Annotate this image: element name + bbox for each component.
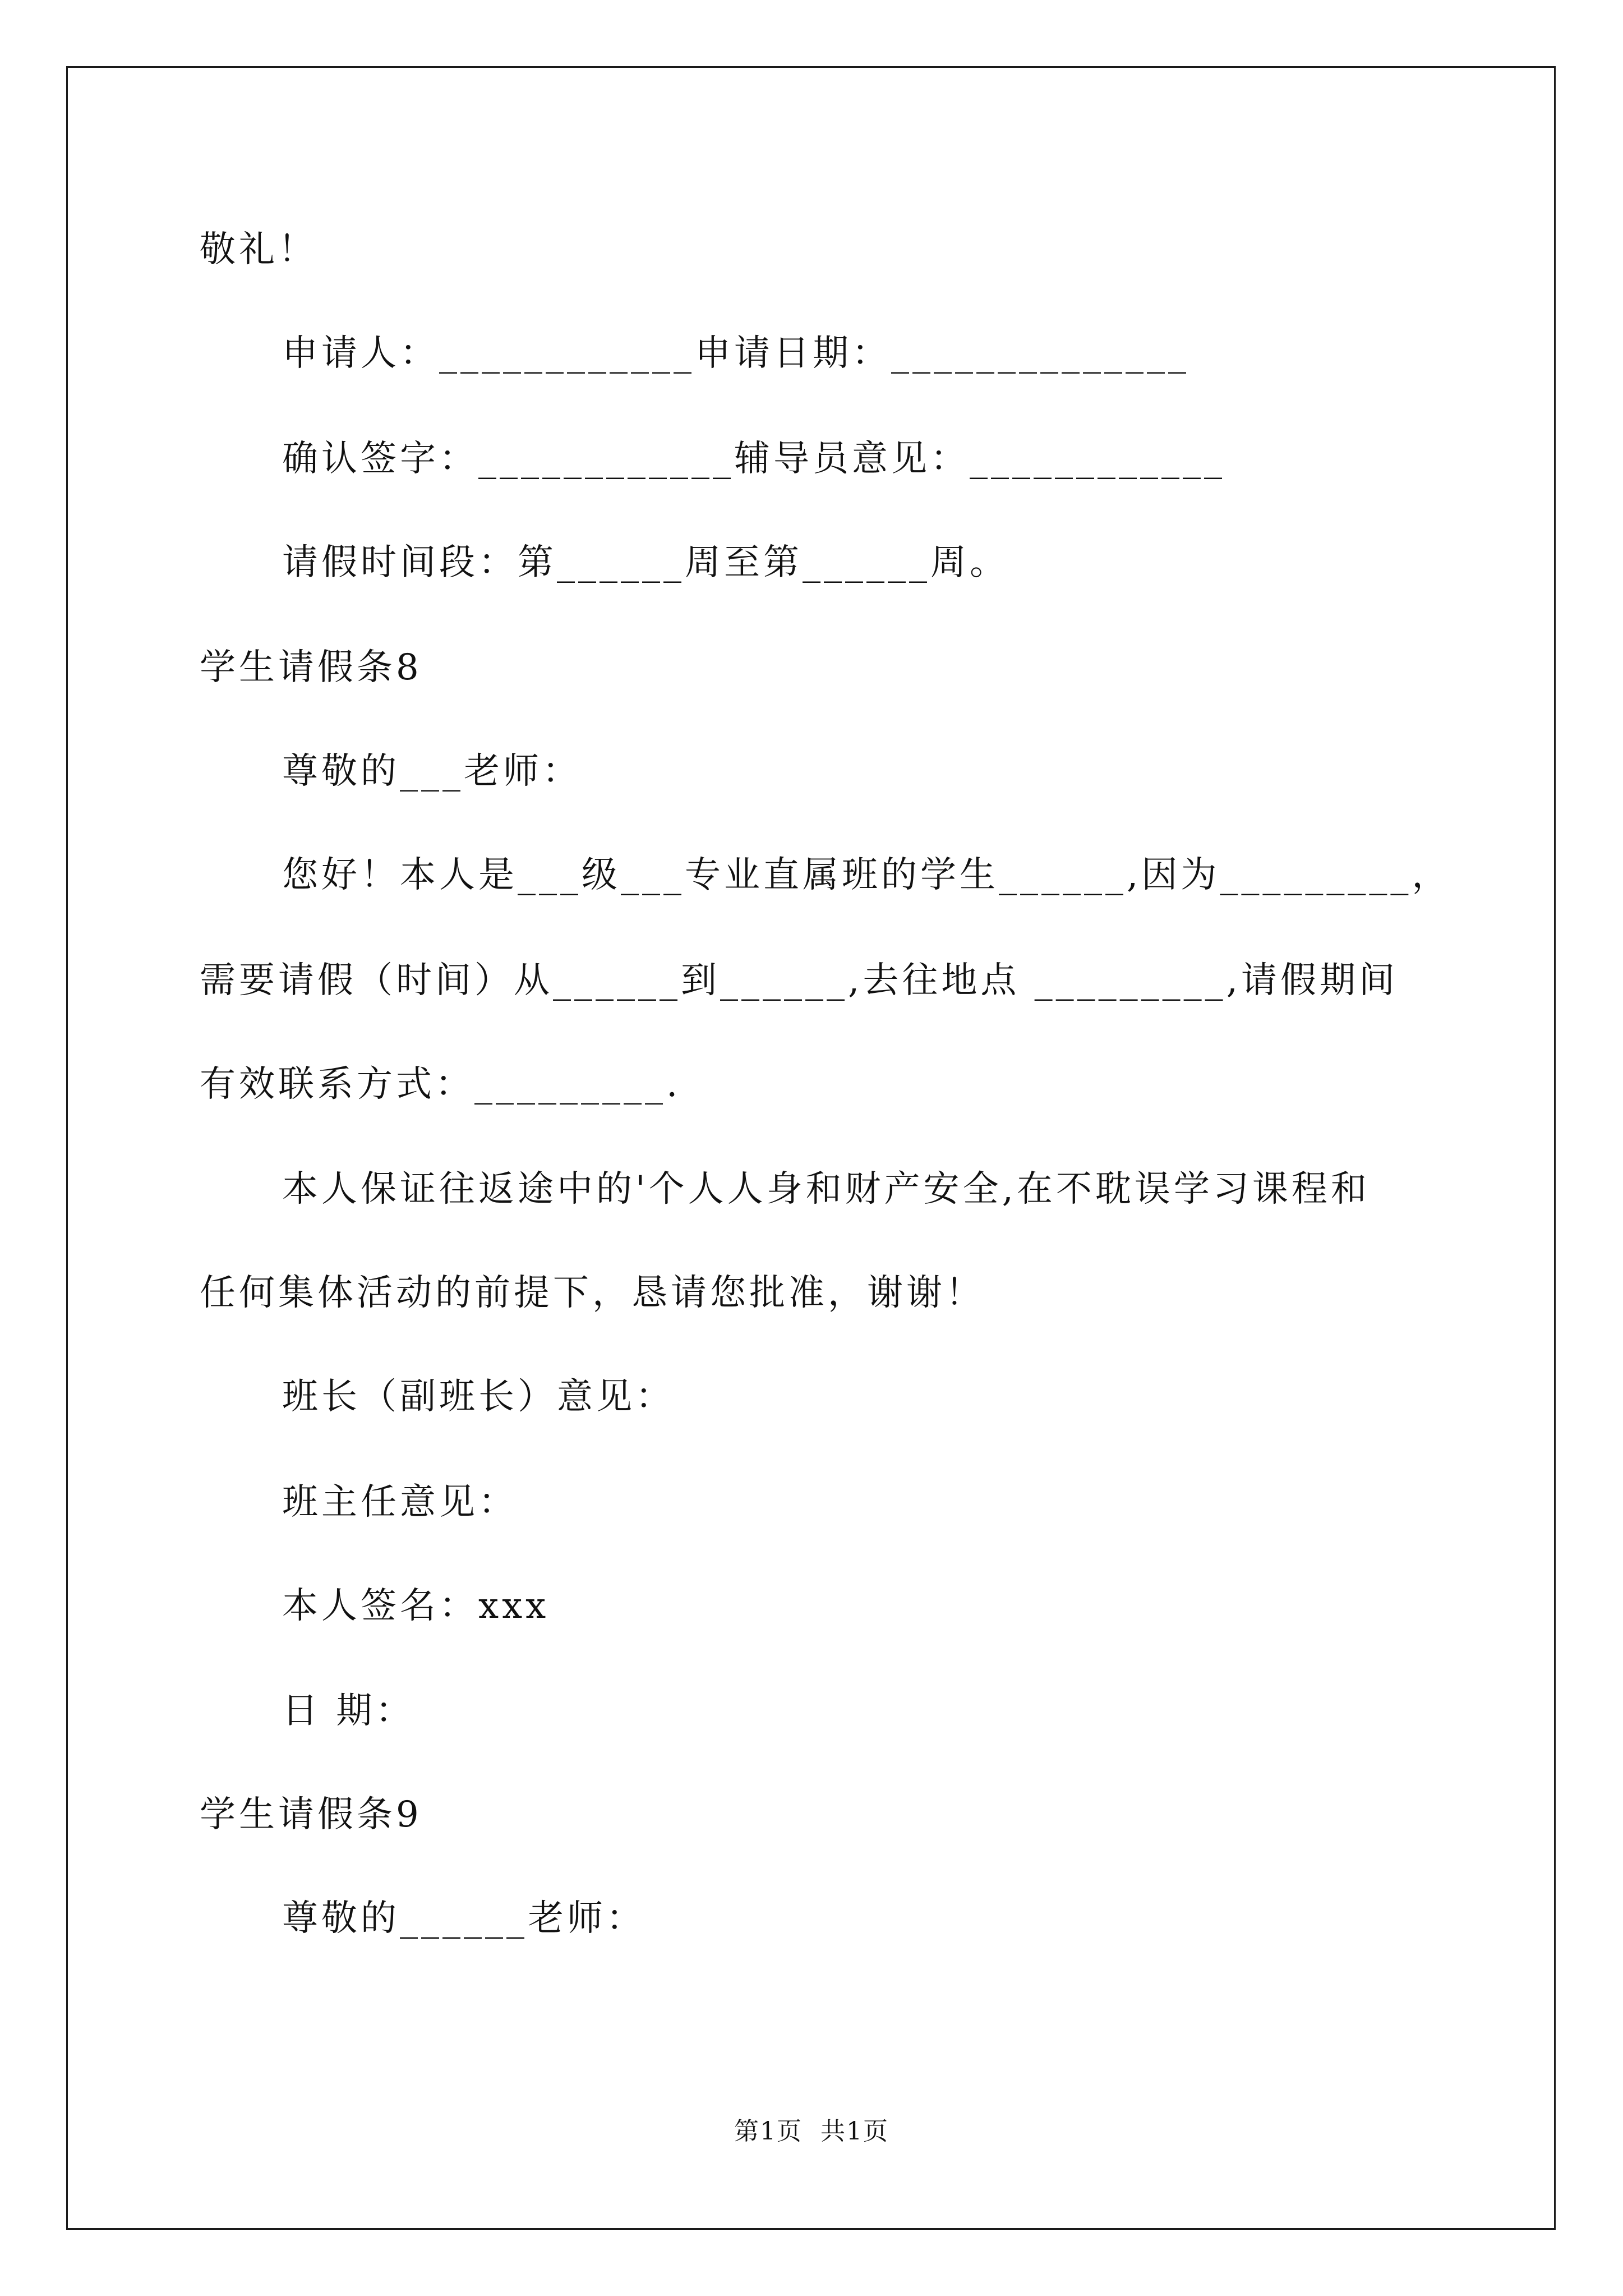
body-paragraph-1a: 您好！本人是___级___专业直属班的学生______,因为_________，	[282, 854, 1451, 896]
page-number-footer: 第1页 共1页	[734, 2117, 889, 2146]
student-signature: 本人签名：xxx	[282, 1585, 550, 1627]
salutation-9: 尊敬的______老师：	[282, 1898, 645, 1939]
section-heading-8: 学生请假条8	[200, 647, 422, 688]
closing-salute: 敬礼！	[200, 229, 317, 270]
body-paragraph-2b: 任何集体活动的前提下，恳请您批准，谢谢！	[200, 1272, 985, 1314]
body-paragraph-1c: 有效联系方式：_________.	[200, 1064, 681, 1105]
leave-period-line: 请假时间段：第______周至第______周。	[282, 542, 1009, 583]
applicant-line: 申请人：____________申请日期：______________	[282, 333, 1189, 374]
signature-line: 确认签字：____________辅导员意见：____________	[282, 438, 1225, 480]
teacher-opinion: 班主任意见：	[282, 1481, 518, 1523]
salutation-8: 尊敬的___老师：	[282, 751, 582, 792]
body-paragraph-1b: 需要请假（时间）从______到______,去往地点 _________,请假期间	[200, 960, 1399, 1001]
section-heading-9: 学生请假条9	[200, 1794, 422, 1835]
monitor-opinion: 班长（副班长）意见：	[282, 1376, 675, 1418]
body-paragraph-2a: 本人保证往返途中的'个人人身和财产安全,在不耽误学习课程和	[282, 1168, 1370, 1210]
date-line: 日 期：	[282, 1690, 415, 1732]
